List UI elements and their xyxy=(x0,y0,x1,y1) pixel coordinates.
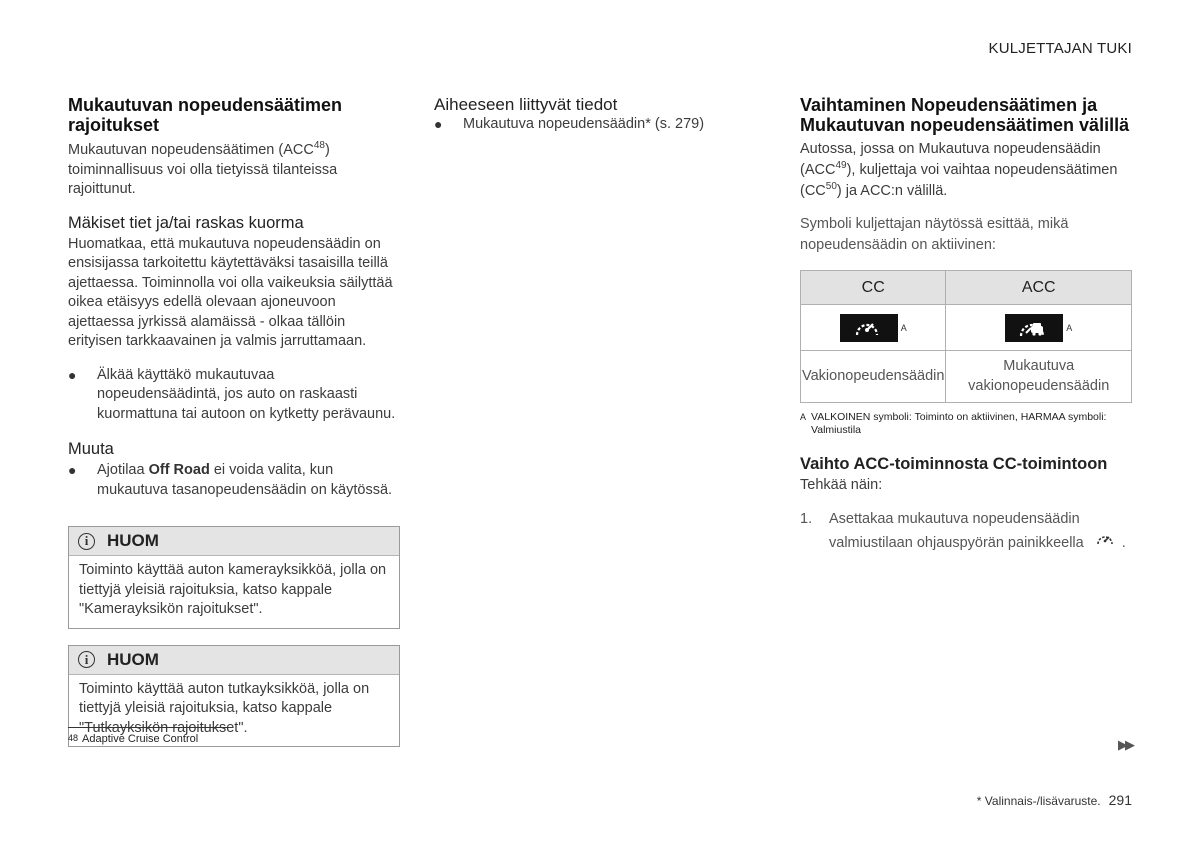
list-item xyxy=(68,461,400,500)
speedometer-button-icon xyxy=(1096,531,1114,555)
table-footnote: A VALKOINEN symboli: Toiminto on aktiivinen, HARMAA symboli: Valmiustila xyxy=(800,411,1107,436)
bullet-icon: ● xyxy=(68,462,77,478)
footnote-divider xyxy=(68,727,228,728)
symbol-explanation: Symboli kuljettajan näytössä esittää, mikä nopeudensäädin on aktiivinen: xyxy=(800,216,1069,253)
bullet-text: Ajotilaa Off Road ei voida valita, kun mukautuva tasanopeudensäädin on käytössä. xyxy=(97,462,393,498)
column-restrictions xyxy=(68,95,400,747)
footnote-ref-49[interactable]: 49 xyxy=(835,160,847,172)
acc-to-cc-heading: Vaihto ACC-toiminnosta CC-toimintoon xyxy=(800,455,1108,473)
continue-arrows-icon: ▶▶ xyxy=(1118,737,1132,752)
cc-acc-table xyxy=(800,270,1132,403)
restrictions-title: Mukautuvan nopeudensäätimen rajoitukset xyxy=(68,95,343,135)
column-switching xyxy=(800,95,1132,555)
bullet-text: Älkää käyttäkö mukautuvaa nopeudensäädintä, jos auto on raskaasti kuormattuna tai autoon on kytketty perävaunu. xyxy=(97,366,396,422)
acc-to-cc-instruction: Tehkää näin: xyxy=(800,477,883,493)
table-header-acc: ACC xyxy=(946,271,1132,305)
list-item xyxy=(434,115,766,135)
optional-equipment-note: * Valinnais-/lisävaruste. xyxy=(976,794,1101,808)
table-cell-acc-label: Mukautuva vakionopeudensäädin xyxy=(946,351,1132,403)
switching-title: Vaihtaminen Nopeudensäätimen ja Mukautuvan nopeudensäätimen välillä xyxy=(800,95,1130,135)
other-heading: Muuta xyxy=(68,440,114,458)
note-title: HUOM xyxy=(107,531,159,550)
note-box-radar xyxy=(68,645,400,748)
footnote-ref-50[interactable]: 50 xyxy=(825,181,837,193)
table-cell-cc-label: Vakionopeudensäädin xyxy=(801,351,946,403)
hills-heavy-load-text: Huomatkaa, että mukautuva nopeudensäädin on ensisijassa tarkoitettu käytettäväksi tasaisilla teillä ajettaessa. Toiminnolla voi olla vaikeuksia säilyttää oikea etäisyys edellä olevaan ajoneuvoon ajettaessa jyrkissä alamäissä - olkaa tällöin erityisen tarkkaavainen ja valmis jarruttamaan. xyxy=(68,235,393,349)
bullet-icon: ● xyxy=(434,116,443,132)
acc-car-speedometer-icon xyxy=(1005,314,1063,342)
table-header-cc: CC xyxy=(801,271,946,305)
related-link[interactable]: Mukautuva nopeudensäädin* (s. 279) xyxy=(463,116,705,132)
page-number: 291 xyxy=(1108,792,1132,808)
switching-intro: Autossa, jossa on Mukautuva nopeudensäädin (ACC$^{49}$), kuljettaja voi vaihtaa nopeudensäätimen (CC$^{50}$) ja ACC:n välillä. xyxy=(800,141,1118,199)
step-text: Asettakaa mukautuva nopeudensäädin valmiustilaan ohjauspyörän painikkeella . xyxy=(829,508,1132,555)
footnote-48: $^{48}$ Adaptive Cruise Control xyxy=(68,733,199,745)
column-related xyxy=(434,95,766,135)
bullet-icon: ● xyxy=(68,366,77,383)
note-text: Toiminto käyttää auton tutkayksikköä, jolla on tiettyjä yleisiä rajoituksia, katso kappale "Tutkayksikön rajoitukset". xyxy=(79,680,370,736)
note-title: HUOM xyxy=(107,649,159,669)
page-footer xyxy=(977,792,1132,808)
cc-speedometer-icon xyxy=(840,314,898,342)
footnote-ref-48[interactable]: 48 xyxy=(313,140,325,152)
table-cell-cc-icon: A xyxy=(801,305,946,351)
table-cell-acc-icon: A xyxy=(946,305,1132,351)
step-item xyxy=(800,508,1132,555)
restrictions-intro: Mukautuvan nopeudensäätimen (ACC$^{48}$) toiminnallisuus voi olla tietyissä tilanteissa rajoittunut. xyxy=(68,140,338,197)
note-text: Toiminto käyttää auton kamerayksikköä, jolla on tiettyjä yleisiä rajoituksia, katso kappale "Kamerayksikön rajoitukset". xyxy=(79,562,387,617)
note-header xyxy=(69,527,399,556)
hills-heavy-load-heading: Mäkiset tiet ja/tai raskas kuorma xyxy=(68,213,304,232)
step-number: 1. xyxy=(800,510,813,527)
list-item xyxy=(68,366,400,425)
note-header xyxy=(69,646,399,675)
note-box-camera xyxy=(68,526,400,629)
section-header: KULJETTAJAN TUKI xyxy=(988,40,1132,57)
info-icon: i xyxy=(78,533,95,550)
info-icon: i xyxy=(78,651,95,668)
related-title: Aiheeseen liittyvät tiedot xyxy=(434,95,618,114)
